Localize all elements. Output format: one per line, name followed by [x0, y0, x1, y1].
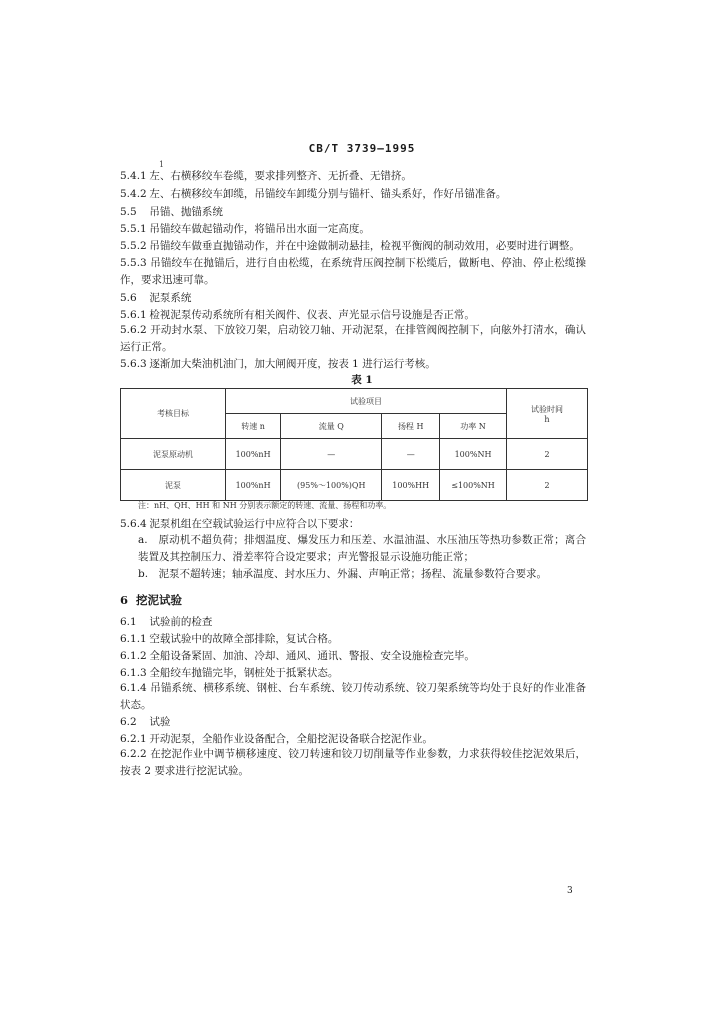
clause-5-6-1: [120, 307, 590, 323]
clause-text: 全船绞车抛锚完毕，钢桩处于抵紧状态。: [149, 667, 339, 679]
clause-number: 6.1.3: [120, 667, 147, 679]
clause-text: 试验: [149, 716, 171, 728]
clause-number: 5.6.2: [120, 324, 147, 336]
table-row: [121, 470, 588, 501]
clause-6-2-2: [120, 746, 586, 780]
header-item: 考核目标: [121, 389, 226, 439]
clause-6-1-1: [120, 631, 590, 647]
clause-6-2: [120, 714, 590, 730]
section-6-heading: [120, 592, 182, 608]
clause-5-6-2: [120, 322, 586, 356]
clause-number: 6.1: [120, 616, 137, 628]
clause-number: 6.1.4: [120, 682, 147, 694]
clause-number: 5.6.3: [120, 358, 147, 370]
clause-number: 5.5.3: [120, 257, 147, 269]
header-time: [507, 389, 588, 439]
clause-5-6-4: [120, 516, 590, 532]
requirement-b: b. 泥泵不超转速；轴承温度、封水压力、外漏、声响正常；扬程、流量参数符合要求。: [138, 568, 548, 580]
clause-number: 5.5.1: [120, 223, 147, 235]
row-head: —: [382, 439, 440, 470]
clause-number: 5.5.2: [120, 240, 147, 252]
row-speed: 100%nH: [226, 470, 281, 501]
clause-text: 泥泵系统: [149, 292, 192, 304]
clause-number: 5.4.1: [120, 170, 147, 182]
assessment-table: [120, 388, 588, 501]
clause-number: 6.2.1: [120, 733, 147, 745]
clause-number: 5.6.4: [120, 518, 147, 530]
header-time-unit: h: [544, 414, 550, 424]
row-time: 2: [507, 470, 588, 501]
clause-5-5: [120, 204, 590, 220]
row-name: 泥泵: [121, 470, 226, 501]
clause-text: 泥泵机组在空载试验运行中应符合以下要求：: [149, 518, 360, 530]
row-flow: (95%～100%)QH: [281, 470, 382, 501]
clause-text: 开动封水泵、下放铰刀架，启动铰刀轴、开动泥泵，在排管阀阀控制下，向舷外打清水，确认运行正常。: [120, 324, 587, 353]
row-flow: —: [281, 439, 382, 470]
stray-mark: 1: [159, 160, 165, 169]
clause-text: 检视泥泵传动系统所有相关阀件、仪表、声光显示信号设施是否正常。: [149, 309, 475, 321]
row-speed: 100%nH: [226, 439, 281, 470]
clause-number: 6.2.2: [120, 748, 147, 760]
clause-number: 5.6: [120, 292, 137, 304]
clause-text: 试验前的检查: [149, 616, 213, 628]
clause-6-1: [120, 614, 590, 630]
row-power: ≤100%NH: [440, 470, 507, 501]
clause-text: 空载试验中的故障全部排除，复试合格。: [149, 633, 339, 645]
clause-number: 5.4.2: [120, 188, 147, 200]
header-group: 试验项目: [226, 389, 507, 414]
clause-text: 左、右横移绞车卸缆，吊锚绞车卸缆分别与锚杆、锚头系好，作好吊锚准备。: [149, 188, 507, 200]
clause-5-5-1: [120, 221, 590, 237]
header-flow: 流量 Q: [281, 414, 382, 439]
row-name: 泥泵原动机: [121, 439, 226, 470]
clause-5-6-3: [120, 356, 590, 372]
clause-5-5-3: [120, 255, 586, 289]
page-number: 3: [567, 886, 573, 896]
clause-number: 6.1.2: [120, 650, 147, 662]
clause-6-1-2: [120, 648, 590, 664]
clause-text: 吊锚绞车做起锚动作，将锚吊出水面一定高度。: [149, 223, 370, 235]
clause-text: 吊锚、抛锚系统: [149, 206, 223, 218]
header-time-label: 试验时间: [531, 404, 563, 414]
clause-5-5-2: [120, 238, 590, 254]
clause-number: 6.2: [120, 716, 137, 728]
section-title: 挖泥试验: [136, 593, 183, 607]
clause-6-2-1: [120, 731, 590, 747]
table-caption: 表 1: [351, 374, 373, 386]
document-header: CB/T 3739—1995: [308, 142, 416, 155]
clause-number: 5.6.1: [120, 309, 147, 321]
row-head: 100%HH: [382, 470, 440, 501]
requirement-a: a. 原动机不超负荷；排烟温度、爆发压力和压差、水温油温、水压油压等热功参数正常；离合装置及其控制压力、滑差率符合设定要求；声光警报显示设施功能正常；: [138, 534, 586, 563]
clause-5-6: [120, 290, 590, 306]
clause-number: 5.5: [120, 206, 137, 218]
clause-text: 左、右横移绞车卷缆，要求排列整齐、无折叠、无错挤。: [149, 170, 412, 182]
clause-text: 吊锚绞车在抛锚后，进行自由松缆，在系统背压阀控制下松缆后，做断电、停油、停止松缆操作，要求迅速可靠。: [120, 257, 587, 286]
clause-text: 吊锚系统、横移系统、钢桩、台车系统、铰刀传动系统、铰刀架系统等均处于良好的作业准备状态。: [120, 682, 587, 711]
header-head: 扬程 H: [382, 414, 440, 439]
clause-6-1-3: [120, 665, 590, 681]
row-time: 2: [507, 439, 588, 470]
clause-5-4-2: [120, 186, 590, 202]
clause-text: 吊锚绞车做垂直抛锚动作，并在中途做制动悬挂，检视平衡阀的制动效用，必要时进行调整。: [149, 240, 580, 252]
section-number: 6: [120, 593, 129, 607]
header-power: 功率 N: [440, 414, 507, 439]
clause-number: 6.1.1: [120, 633, 147, 645]
clause-5-4-1: [120, 168, 590, 184]
clause-text: 在挖泥作业中调节横移速度、铰刀转速和铰刀切削量等作业参数，力求获得较佳挖泥效果后，按表 2 要求进行挖泥试验。: [120, 748, 587, 777]
table-note: 注：nH、QH、HH 和 NH 分别表示额定的转速、流量、扬程和功率。: [138, 501, 392, 510]
clause-text: 全船设备紧固、加油、冷却、通风、通讯、警报、安全设施检查完毕。: [149, 650, 475, 662]
header-speed: 转速 n: [226, 414, 281, 439]
table-row: [121, 439, 588, 470]
clause-text: 开动泥泵，全船作业设备配合，全船挖泥设备联合挖泥作业。: [149, 733, 433, 745]
clause-6-1-4: [120, 680, 586, 714]
clause-text: 逐渐加大柴油机油门，加大闸阀开度，按表 1 进行运行考核。: [149, 358, 436, 370]
row-power: 100%NH: [440, 439, 507, 470]
